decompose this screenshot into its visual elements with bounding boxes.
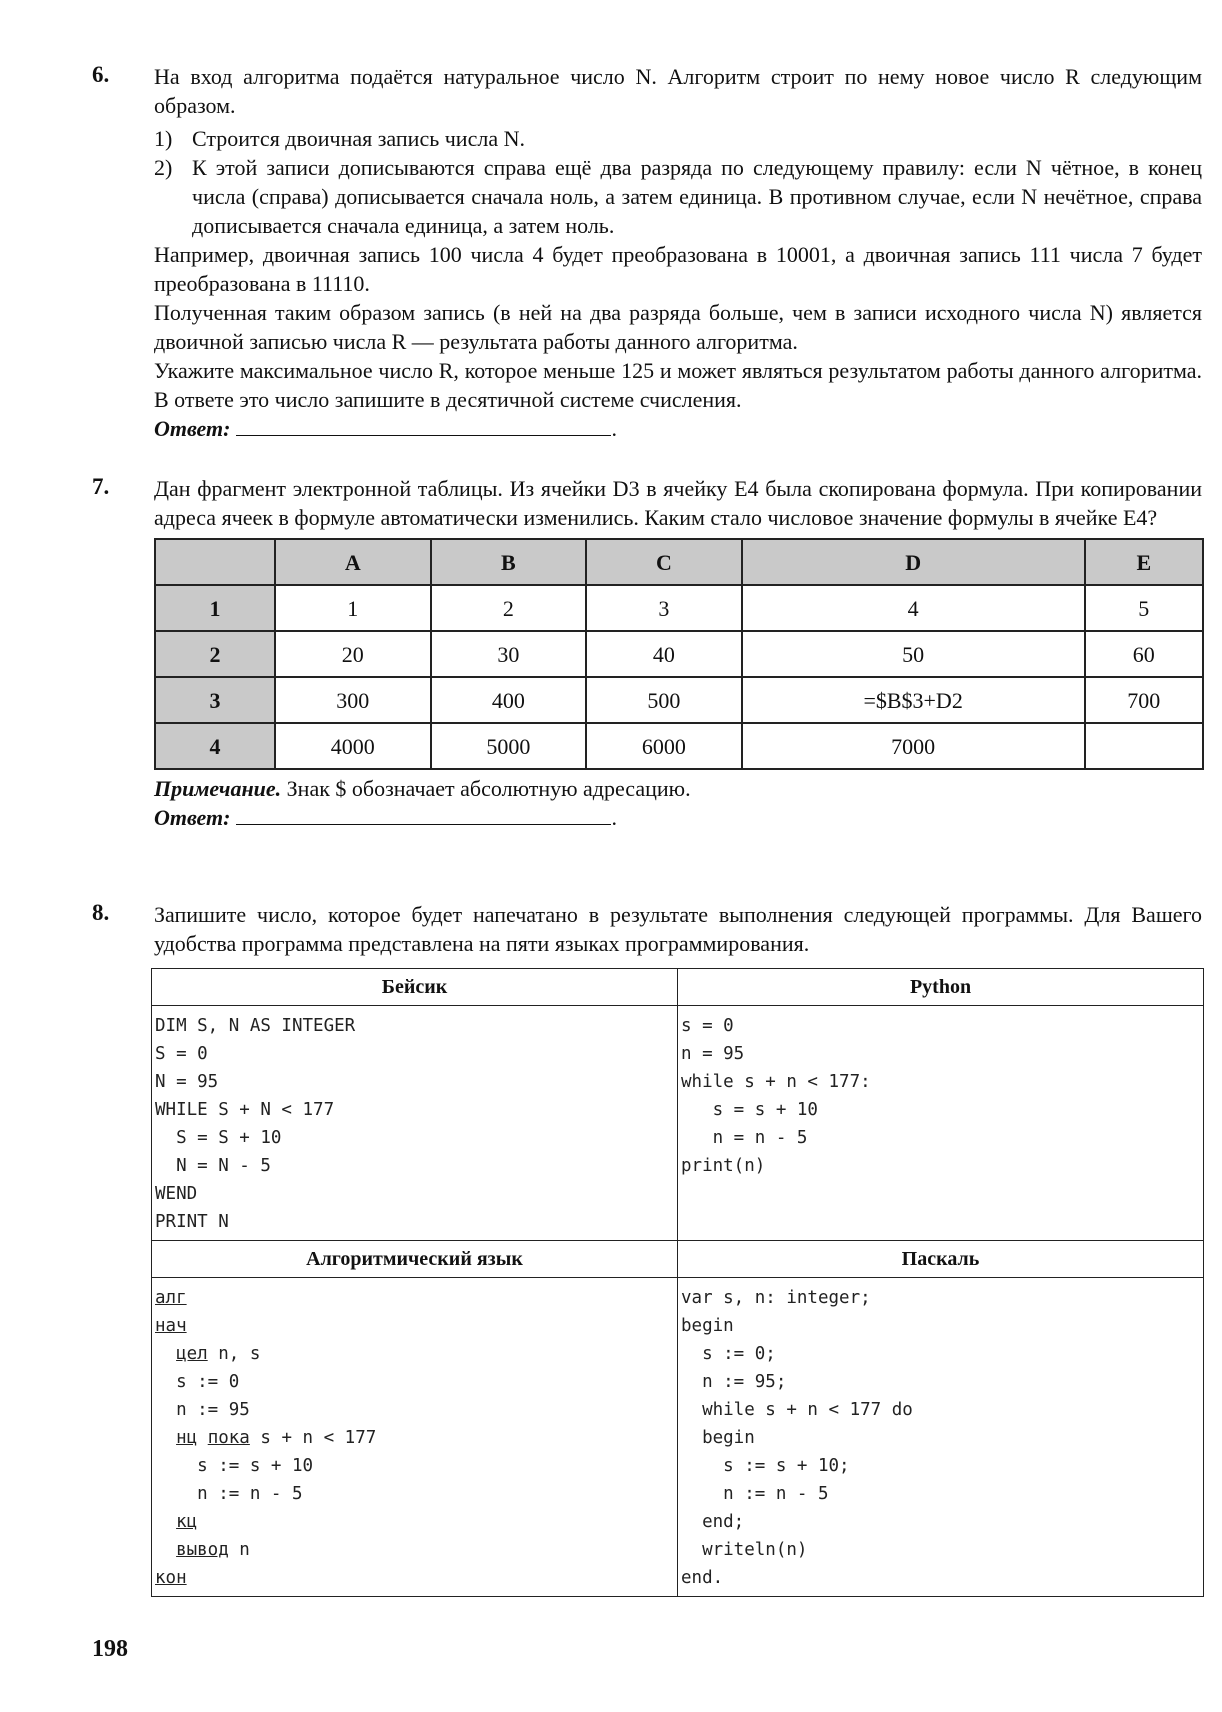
keyword: цел xyxy=(176,1344,208,1364)
table-cell: 500 xyxy=(586,677,742,723)
keyword: кон xyxy=(155,1568,187,1588)
language-header-algo: Алгоритмический язык xyxy=(152,1241,678,1278)
table-cell: 6000 xyxy=(586,723,742,769)
task-number: 7. xyxy=(92,474,110,499)
answer-row xyxy=(154,414,1202,443)
table-cell: 60 xyxy=(1085,631,1203,677)
table-cell: 40 xyxy=(586,631,742,677)
code-line: WEND xyxy=(155,1184,198,1204)
answer-field[interactable] xyxy=(236,415,611,436)
code-line: n = n - 5 xyxy=(681,1128,808,1148)
code-line xyxy=(155,1508,675,1536)
note-row xyxy=(154,774,1202,803)
code-line xyxy=(155,1396,675,1424)
code-line xyxy=(155,1340,675,1368)
table-row xyxy=(155,723,1203,769)
table-cell xyxy=(1085,723,1203,769)
code-table xyxy=(151,968,1204,1597)
code-header-row xyxy=(152,969,1204,1006)
code-line xyxy=(155,1452,675,1480)
code-text: n, s xyxy=(207,1344,261,1364)
column-header: D xyxy=(742,539,1085,585)
code-row xyxy=(152,1278,1204,1597)
table-cell: 2 xyxy=(431,585,587,631)
table-cell: =$B$3+D2 xyxy=(742,677,1085,723)
code-line: while s + n < 177: xyxy=(681,1072,871,1092)
task-example: Например, двоичная запись 100 числа 4 будет преобразована в 10001, а двоичная запись 111 числа 7 будет преобразована в 11110. xyxy=(154,242,1202,296)
table-row xyxy=(155,631,1203,677)
page-number: 198 xyxy=(92,1636,128,1662)
code-header-row xyxy=(152,1241,1204,1278)
keyword: кц xyxy=(176,1512,198,1532)
code-line: writeln(n) xyxy=(681,1540,808,1560)
code-line: n = 95 xyxy=(681,1044,745,1064)
code-line: end; xyxy=(681,1512,745,1532)
code-line xyxy=(155,1424,675,1452)
code-row xyxy=(152,1006,1204,1241)
keyword: нач xyxy=(155,1316,187,1336)
code-line: end. xyxy=(681,1568,724,1588)
row-header: 1 xyxy=(155,585,275,631)
code-block-algo xyxy=(152,1278,678,1597)
code-line: print(n) xyxy=(681,1156,766,1176)
code-line xyxy=(155,1480,675,1508)
table-row xyxy=(155,677,1203,723)
code-text: s + n < 177 xyxy=(249,1428,377,1448)
code-line: S = 0 xyxy=(155,1044,208,1064)
table-header-row xyxy=(155,539,1203,585)
code-line: WHILE S + N < 177 xyxy=(155,1100,335,1120)
code-block-python xyxy=(678,1006,1204,1241)
task-number: 6. xyxy=(92,62,110,87)
code-line: s = 0 xyxy=(681,1016,734,1036)
task-question: Укажите максимальное число R, которое меньше 125 и может являться результатом работы данного алгоритма. В ответе это число запишите в десятичной системе счисления. xyxy=(154,358,1202,412)
table-row xyxy=(155,585,1203,631)
language-header-pascal: Паскаль xyxy=(678,1241,1204,1278)
answer-field[interactable] xyxy=(236,804,611,825)
code-line: DIM S, N AS INTEGER xyxy=(155,1016,356,1036)
code-line xyxy=(155,1312,675,1340)
code-line: while s + n < 177 do xyxy=(681,1400,913,1420)
task-number: 8. xyxy=(92,900,110,925)
keyword: пока xyxy=(207,1428,250,1448)
language-header-basic: Бейсик xyxy=(152,969,678,1006)
code-line: var s, n: integer; xyxy=(681,1288,871,1308)
list-item xyxy=(154,124,1202,153)
code-line: begin xyxy=(681,1428,755,1448)
answer-label: Ответ: xyxy=(154,416,231,441)
keyword: нц xyxy=(176,1428,198,1448)
code-line: N = 95 xyxy=(155,1072,219,1092)
table-cell: 300 xyxy=(275,677,431,723)
code-line xyxy=(155,1284,675,1312)
code-text: s := s + 10 xyxy=(197,1456,314,1476)
code-line: N = N - 5 xyxy=(155,1156,271,1176)
table-cell: 20 xyxy=(275,631,431,677)
task-text: Дан фрагмент электронной таблицы. Из ячейки D3 в ячейку E4 была скопирована формула. При копировании адреса ячеек в формуле автоматически изменились. Каким стало числовое значение формулы в ячейке E4? xyxy=(154,476,1202,530)
task-text: Запишите число, которое будет напечатано в результате выполнения следующей программы. Для Вашего удобства программа представлена на пяти языках программирования. xyxy=(154,902,1202,956)
task-body xyxy=(154,62,1202,443)
language-header-python: Python xyxy=(678,969,1204,1006)
table-cell: 5000 xyxy=(431,723,587,769)
corner-cell xyxy=(155,539,275,585)
code-line: n := 95; xyxy=(681,1372,787,1392)
table-cell: 1 xyxy=(275,585,431,631)
task-body xyxy=(154,474,1202,832)
code-line xyxy=(155,1536,675,1564)
column-header: E xyxy=(1085,539,1203,585)
code-line: s = s + 10 xyxy=(681,1100,818,1120)
code-line: S = S + 10 xyxy=(155,1128,282,1148)
table-cell: 5 xyxy=(1085,585,1203,631)
task-8 xyxy=(92,900,1202,1597)
note-text: Знак $ обозначает абсолютную адресацию. xyxy=(281,776,691,801)
code-text: n := n - 5 xyxy=(197,1484,303,1504)
list-marker: 2) xyxy=(154,155,173,180)
note-label: Примечание. xyxy=(154,776,282,801)
code-line: s := s + 10; xyxy=(681,1456,850,1476)
code-line xyxy=(155,1368,675,1396)
code-text: n xyxy=(228,1540,250,1560)
task-explanation: Полученная таким образом запись (в ней на два разряда больше, чем в записи исходного числа N) является двоичной записью числа R — результата работы данного алгоритма. xyxy=(154,300,1202,354)
answer-end: . xyxy=(611,416,617,441)
code-block-basic xyxy=(152,1006,678,1241)
code-line xyxy=(155,1564,675,1592)
answer-label: Ответ: xyxy=(154,805,231,830)
table-cell: 50 xyxy=(742,631,1085,677)
table-cell: 7000 xyxy=(742,723,1085,769)
keyword: вывод xyxy=(176,1540,229,1560)
column-header: A xyxy=(275,539,431,585)
code-line: n := n - 5 xyxy=(681,1484,829,1504)
answer-end: . xyxy=(611,805,617,830)
code-line: s := 0; xyxy=(681,1344,776,1364)
table-cell: 4000 xyxy=(275,723,431,769)
code-text: s := 0 xyxy=(176,1372,240,1392)
column-header: C xyxy=(586,539,742,585)
code-text: n := 95 xyxy=(176,1400,250,1420)
table-cell: 4 xyxy=(742,585,1085,631)
row-header: 2 xyxy=(155,631,275,677)
column-header: B xyxy=(431,539,587,585)
task-intro: На вход алгоритма подаётся натуральное число N. Алгоритм строит по нему новое число R следующим образом. xyxy=(154,64,1202,118)
spreadsheet-table xyxy=(154,538,1204,770)
list-marker: 1) xyxy=(154,126,173,151)
answer-row xyxy=(154,803,1202,832)
table-cell: 30 xyxy=(431,631,587,677)
task-body xyxy=(154,900,1202,1597)
task-6 xyxy=(92,62,1202,443)
list-text: Строится двоичная запись числа N. xyxy=(192,126,525,151)
list-item xyxy=(154,153,1202,240)
table-cell: 700 xyxy=(1085,677,1203,723)
code-line: begin xyxy=(681,1316,734,1336)
keyword: алг xyxy=(155,1288,187,1308)
list-text: К этой записи дописываются справа ещё два разряда по следующему правилу: если N чётное, в конец числа (справа) дописывается сначала ноль, а затем единица. В противном случае, если N нечётное, справа дописывается сначала единица, а затем ноль. xyxy=(192,155,1202,238)
table-cell: 400 xyxy=(431,677,587,723)
row-header: 4 xyxy=(155,723,275,769)
code-block-pascal xyxy=(678,1278,1204,1597)
table-cell: 3 xyxy=(586,585,742,631)
code-line: PRINT N xyxy=(155,1212,229,1232)
task-7 xyxy=(92,474,1202,832)
row-header: 3 xyxy=(155,677,275,723)
